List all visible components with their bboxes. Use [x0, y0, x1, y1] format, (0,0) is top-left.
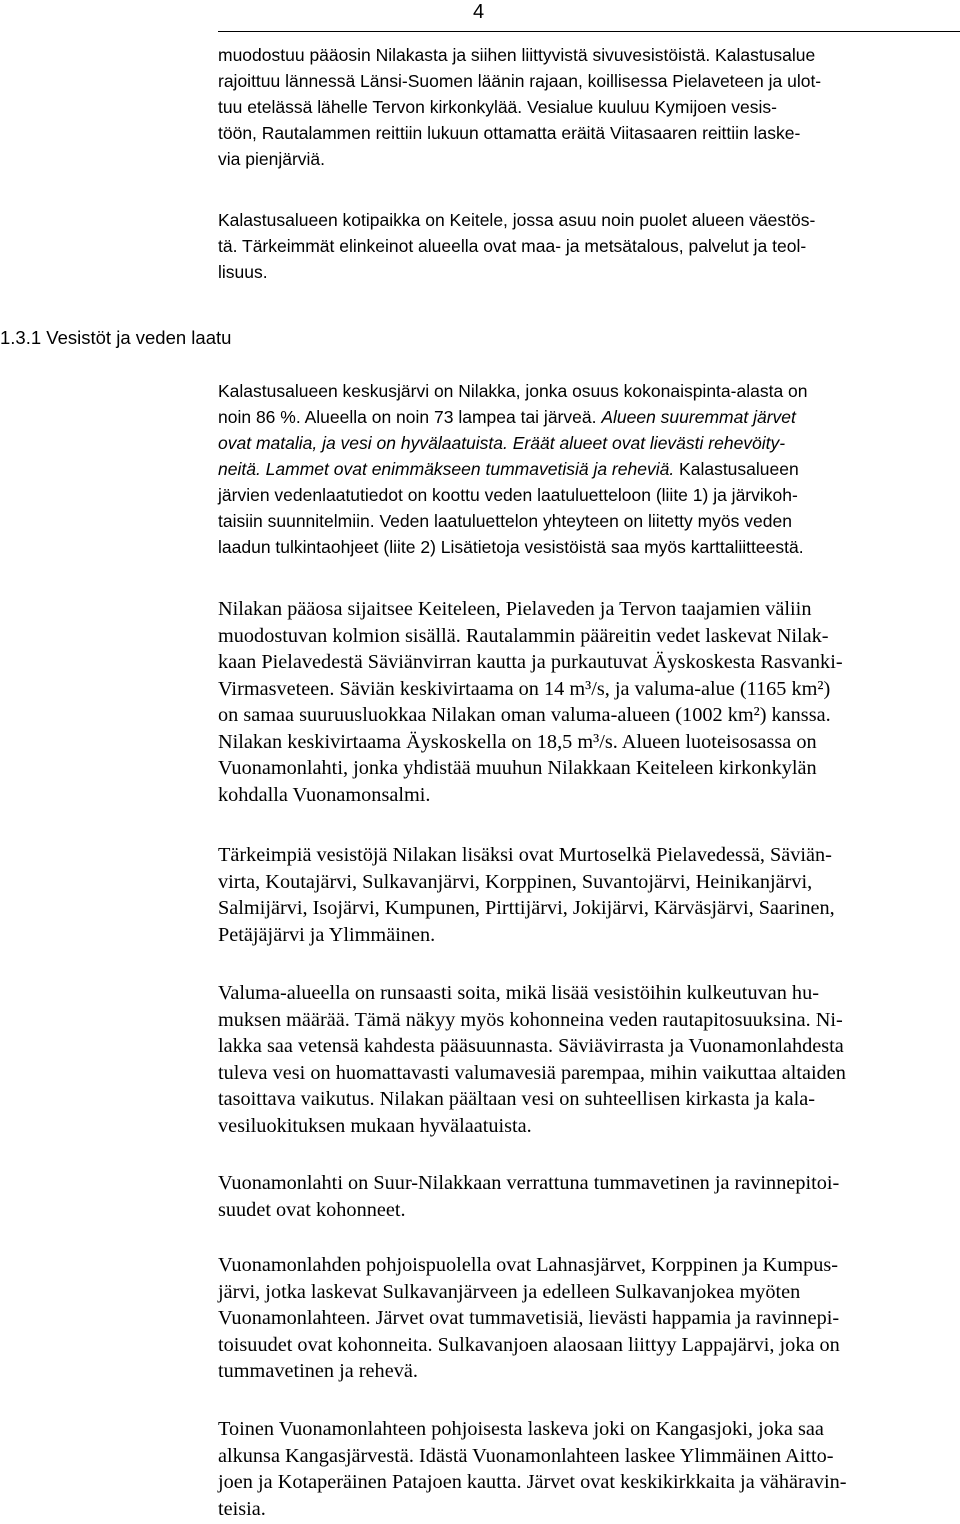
- text-line: teisia.: [218, 1497, 266, 1520]
- text-line: Petäjäjärvi ja Ylimmäinen.: [218, 923, 436, 946]
- text-line: laadun tulkintaohjeet (liite 2) Lisätietoja vesistöistä saa myös karttaliitteestä.: [218, 537, 804, 557]
- text-span: noin 86 %. Alueella on noin 73 lampea tai järveä.: [218, 407, 602, 427]
- text-line: via pienjärviä.: [218, 149, 325, 169]
- italic-text-span: ovat matalia, ja vesi on hyvälaatuista.: [218, 433, 508, 453]
- text-line: [218, 404, 960, 430]
- paragraph-main-waters: [218, 842, 960, 948]
- text-line: joen ja Kotaperäinen Patajoen kautta. Järvet ovat keskikirkkaita ja vähäravin-: [218, 1471, 847, 1493]
- header-rule: [218, 31, 960, 32]
- italic-text-span: Eräät alueet ovat lievästi rehevöity-: [507, 433, 786, 453]
- text-line: rajoittuu lännessä Länsi-Suomen läänin rajaan, koillisessa Pielaveteen ja ulot-: [218, 71, 822, 91]
- italic-text-span: Alueen suuremmat järvet: [601, 407, 796, 427]
- paragraph-catchment: [218, 980, 960, 1139]
- text-line: on samaa suuruusluokkaa Nilakan oman valuma-alueen (1002 km²) kanssa.: [218, 704, 831, 726]
- text-line: Tärkeimpiä vesistöjä Nilakan lisäksi ovat Murtoselkä Pielavedessä, Säviän-: [218, 844, 832, 866]
- text-line: kaan Pielavedestä Säviänvirran kautta ja purkautuvat Äyskoskesta Rasvanki-: [218, 651, 843, 673]
- text-line: suudet ovat kohonneet.: [218, 1198, 406, 1221]
- paragraph-home-and-livelihoods: [218, 207, 960, 285]
- text-line: Vuonamonlahti, jonka yhdistää muuhun Nilakkaan Keiteleen kirkonkylän: [218, 757, 817, 779]
- text-line: Vuonamonlahden pohjoispuolella ovat Lahnasjärvet, Korppinen ja Kumpus-: [218, 1254, 839, 1276]
- text-line: vesiluokituksen mukaan hyvälaatuista.: [218, 1114, 532, 1137]
- paragraph-region-description: [218, 42, 960, 172]
- text-line: tä. Tärkeimmät elinkeinot alueella ovat maa- ja metsätalous, palvelut ja teol-: [218, 236, 807, 256]
- text-line: Vuonamonlahti on Suur-Nilakkaan verrattuna tummavetinen ja ravinnepitoi-: [218, 1172, 840, 1194]
- text-line: töön, Rautalammen reittiin lukuun ottamatta eräitä Viitasaaren reittiin laske-: [218, 123, 801, 143]
- text-line: tuleva vesi on huomattavasti valumavesiä parempaa, mihin vaikuttaa altaiden: [218, 1061, 846, 1084]
- text-line: lisuus.: [218, 262, 268, 282]
- text-line: Valuma-alueella on runsaasti soita, mikä lisää vesistöihin kulkeutuvan hu-: [218, 982, 819, 1004]
- text-line: Nilakan keskivirtaama Äyskoskella on 18,5 m³/s. Alueen luoteisosassa on: [218, 730, 817, 753]
- paragraph-kangasjoki: [218, 1416, 960, 1522]
- text-line: alkunsa Kangasjärvestä. Idästä Vuonamonlahteen laskee Ylimmäinen Aitto-: [218, 1444, 834, 1467]
- italic-text-span: neitä.: [218, 459, 261, 479]
- text-line: toisuudet ovat kohonneita. Sulkavanjoen alaosaan liittyy Lappajärvi, joka on: [218, 1333, 840, 1356]
- text-line: [218, 430, 960, 456]
- text-line: Toinen Vuonamonlahteen pohjoisesta laskeva joki on Kangasjoki, joka saa: [218, 1418, 824, 1440]
- text-line: järvien vedenlaatutiedot on koottu veden laatuluetteloon (liite 1) ja järvikoh-: [218, 485, 798, 505]
- text-line: tuu etelässä lähelle Tervon kirkonkylää. Vesialue kuuluu Kymijoen vesis-: [218, 97, 778, 117]
- paragraph-vuonamonlahti: [218, 1170, 960, 1223]
- text-line: Kalastusalueen kotipaikka on Keitele, jossa asuu noin puolet alueen väestös-: [218, 210, 816, 230]
- text-line: muodostuvan kolmion sisällä. Rautalammin pääreitin vedet laskevat Nilak-: [218, 624, 829, 647]
- text-line: Vuonamonlahteen. Järvet ovat tummavetisiä, lievästi happamia ja ravinnepi-: [218, 1307, 840, 1329]
- text-line: kohdalla Vuonamonsalmi.: [218, 783, 431, 806]
- text-line: järvi, jotka laskevat Sulkavanjärveen ja edelleen Sulkavanjokea myöten: [218, 1280, 801, 1303]
- text-line: virta, Koutajärvi, Sulkavanjärvi, Korppinen, Suvantojärvi, Heinikanjärvi,: [218, 870, 813, 893]
- text-line: tasoittava vaikutus. Nilakan päältaan vesi on suhteellisen kirkasta ja kala-: [218, 1088, 815, 1110]
- text-line: Virmasveteen. Säviän keskivirtaama on 14 m³/s, ja valuma-alue (1165 km²): [218, 677, 831, 700]
- text-line: Kalastusalueen keskusjärvi on Nilakka, jonka osuus kokonaispinta-alasta on: [218, 381, 808, 401]
- text-line: taisiin suunnitelmiin. Veden laatuluettelon yhteyteen on liitetty myös veden: [218, 511, 792, 531]
- text-span: Kalastusalueen: [674, 459, 799, 479]
- paragraph-northern-lakes: [218, 1252, 960, 1385]
- text-line: lakka saa vetensä kahdesta pääsuunnasta. Säviävirrasta ja Vuonamonlahdesta: [218, 1035, 844, 1057]
- text-line: [218, 456, 960, 482]
- text-line: muodostuu pääosin Nilakasta ja siihen liittyvistä sivuvesistöistä. Kalastusalue: [218, 45, 816, 65]
- text-line: Nilakan pääosa sijaitsee Keiteleen, Pielaveden ja Tervon taajamien väliin: [218, 598, 812, 620]
- text-line: muksen määrää. Tämä näkyy myös kohonneina veden rautapitosuuksina. Ni-: [218, 1008, 843, 1031]
- page-number: 4: [473, 1, 485, 23]
- paragraph-nilakka-location: [218, 596, 960, 808]
- paragraph-central-lake: [218, 378, 960, 560]
- text-line: tummavetinen ja rehevä.: [218, 1360, 418, 1382]
- italic-text-span: Lammet ovat enimmäkseen tummavetisiä ja reheviä.: [260, 459, 675, 479]
- section-heading: 1.3.1 Vesistöt ja veden laatu: [0, 327, 232, 348]
- text-line: Salmijärvi, Isojärvi, Kumpunen, Pirttijärvi, Jokijärvi, Kärväsjärvi, Saarinen,: [218, 897, 835, 919]
